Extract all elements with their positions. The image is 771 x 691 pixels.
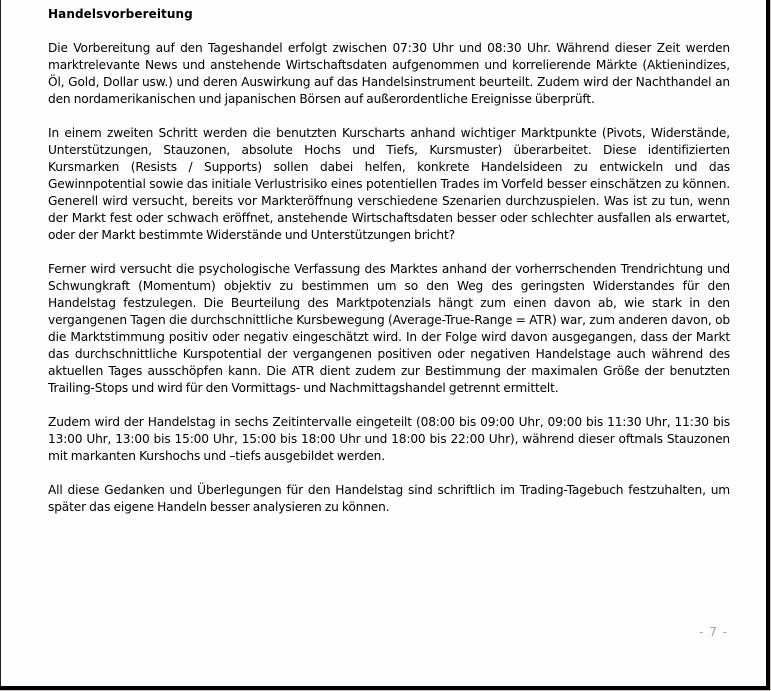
page-content [48, 6, 730, 533]
paragraph-chart-analysis: In einem zweiten Schritt werden die benutzten Kurscharts anhand wichtiger Marktpunkte (Pivots, Widerstände, Unterstützungen, Stauzonen, absolute Hochs und Tiefs, Kursmuster) überarbeitet. Diese identifizierten Kursmarken (Resists / Supports) sollen dabei helfen, konkrete Handelsideen zu entwickeln und das Gewinnpotential sowie das initiale Verlustrisiko eines potentiellen Trades im Vorfeld besser einschätzen zu können. Generell wird versucht, bereits vor Markteröffnung verschiedene Szenarien durchzuspielen. Was ist zu tun, wenn der Markt fest oder schwach eröffnet, anstehende Wirtschaftsdaten besser oder schlechter ausfallen als erwartet, oder der Markt bestimmte Widerstände und Unterstützungen bricht? [48, 126, 730, 242]
page-shadow-bottom [0, 686, 770, 690]
section-heading: Handelsvorbereitung [48, 7, 193, 21]
page-shadow-right [766, 0, 770, 690]
paragraph-trading-journal: All diese Gedanken und Überlegungen für den Handelstag sind schriftlich im Trading-Tagebuch festzuhalten, um später das eigene Handeln besser analysieren zu können. [48, 483, 730, 514]
paragraph-preparation-time: Die Vorbereitung auf den Tageshandel erfolgt zwischen 07:30 Uhr und 08:30 Uhr. Während dieser Zeit werden marktrelevante News und anstehende Wirtschaftsdaten aufgenommen und korrelierende Märkte (Aktienindizes, Öl, Gold, Dollar usw.) und deren Auswirkung auf das Handelsinstrument beurteilt. Zudem wird der Nachthandel an den nordamerikanischen und japanischen Börsen auf außerordentliche Ereignisse überprüft. [48, 41, 730, 106]
page-number: - 7 - [699, 625, 728, 639]
paragraph-market-psychology: Ferner wird versucht die psychologische Verfassung des Marktes anhand der vorherrschenden Trendrichtung und Schwungkraft (Momentum) objektiv zu bestimmen um so den Weg des geringsten Widerstandes für den Handelstag festzulegen. Die Beurteilung des Marktpotenzials hängt zum einen davon ab, wie stark in den vergangenen Tagen die durchschnittliche Kursbewegung (Average-True-Range = ATR) war, zum anderen davon, ob die Marktstimmung positiv oder negativ eingeschätzt wird. In der Folge wird davon ausgegangen, dass der Markt das durchschnittliche Kurspotential der vergangenen positiven oder negativen Handelstage auch während des aktuellen Tages ausschöpfen kann. Die ATR dient zudem zur Bestimmung der maximalen Größe der benutzten Trailing-Stops und wird für den Vormittags- und Nachmittagshandel getrennt ermittelt. [48, 262, 730, 395]
paragraph-time-intervals: Zudem wird der Handelstag in sechs Zeitintervalle eingeteilt (08:00 bis 09:00 Uhr, 09:00 bis 11:30 Uhr, 11:30 bis 13:00 Uhr, 13:00 bis 15:00 Uhr, 15:00 bis 18:00 Uhr und 18:00 bis 22:00 Uhr), während dieser oftmals Stauzonen mit markanten Kurshochs und –tiefs ausgebildet werden. [48, 415, 730, 463]
